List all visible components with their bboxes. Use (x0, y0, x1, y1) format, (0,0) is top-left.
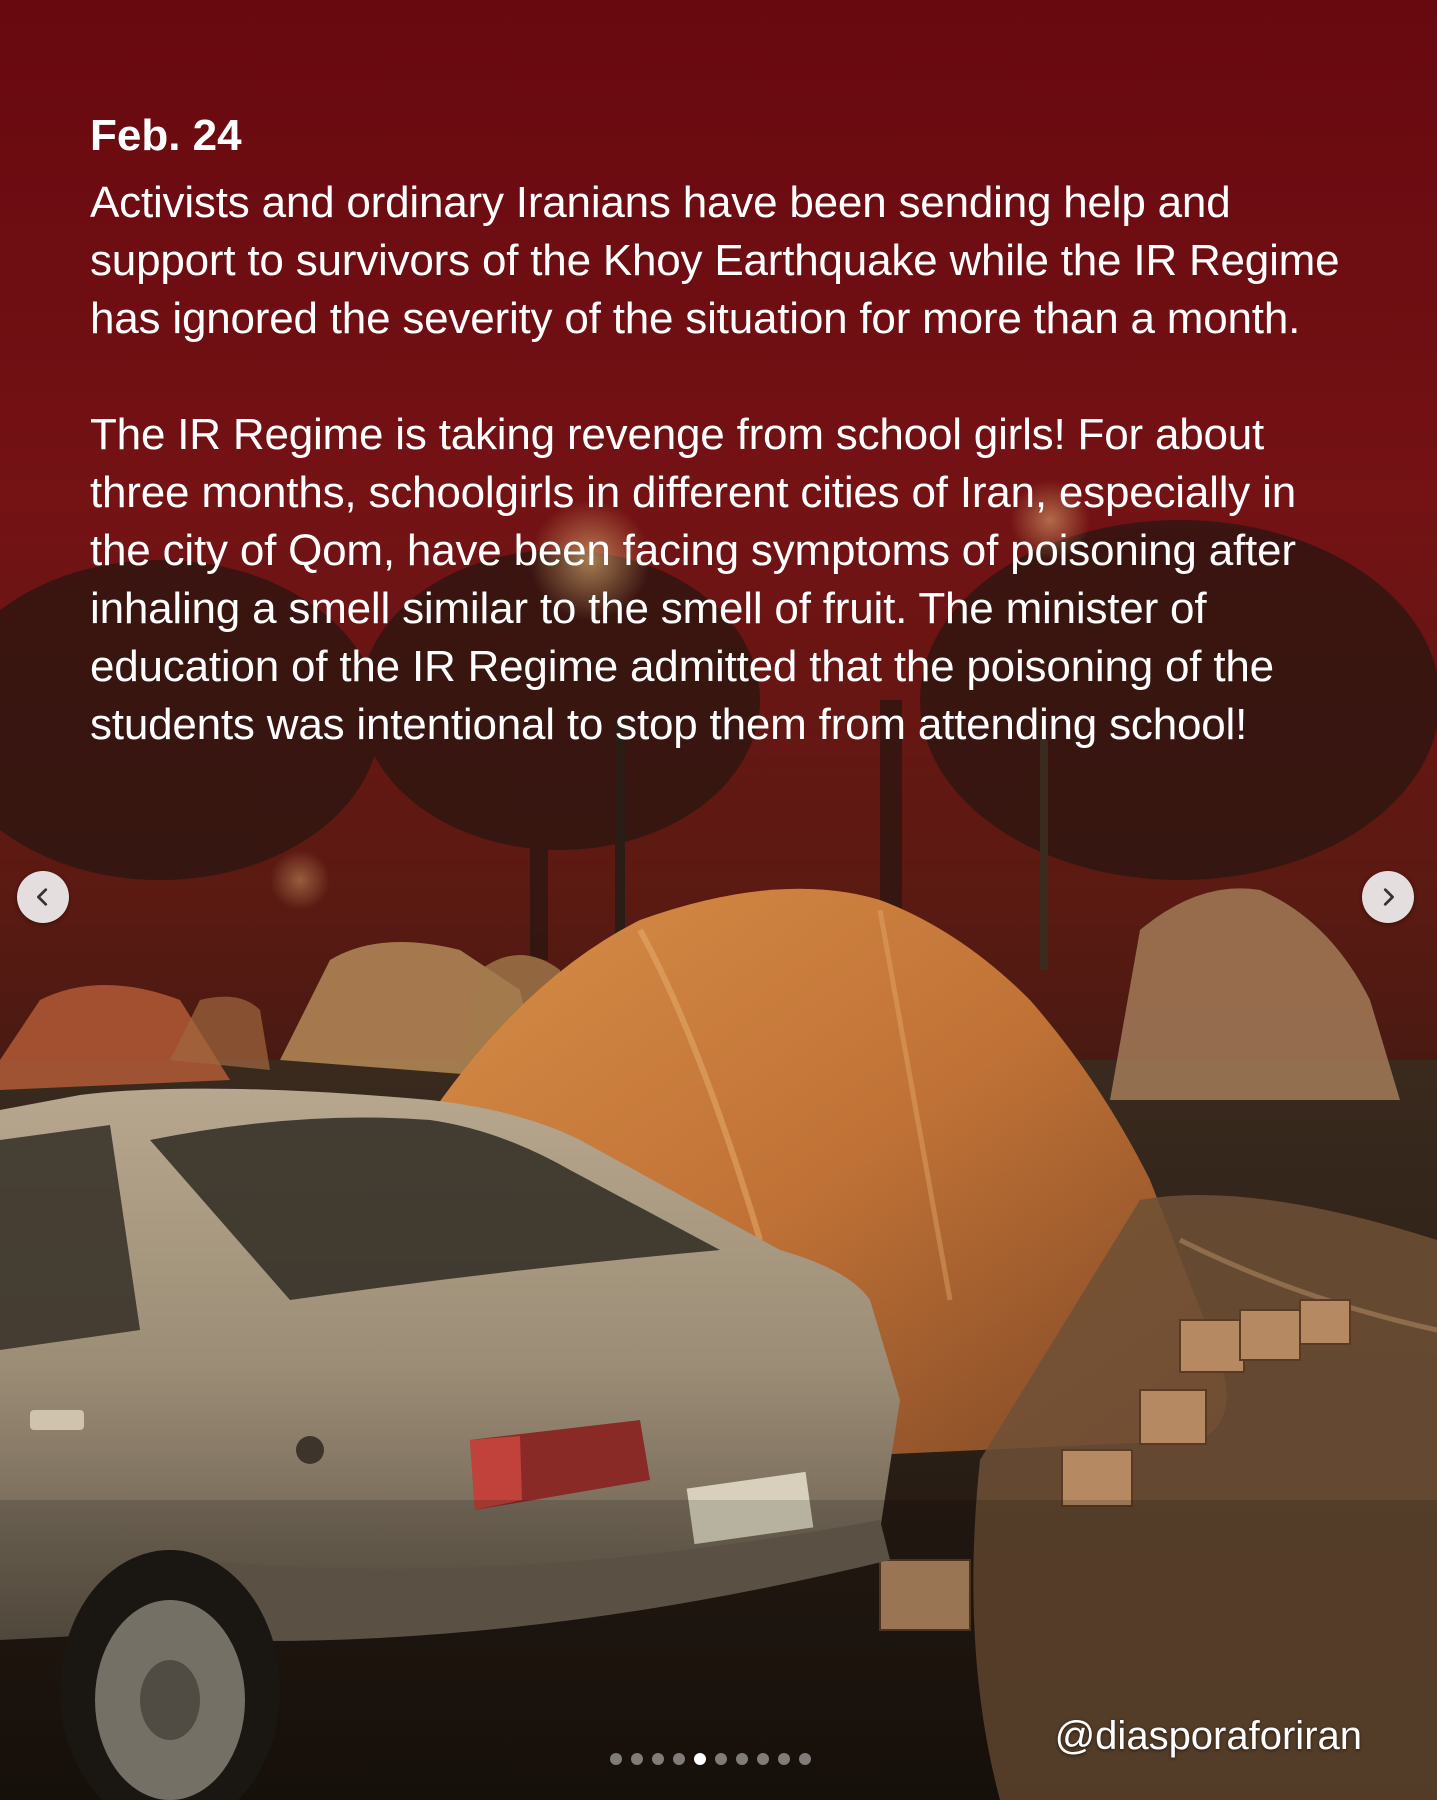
chevron-left-icon (32, 886, 54, 908)
pagination-dot (610, 1753, 622, 1765)
carousel-next-button[interactable] (1362, 871, 1414, 923)
pagination-dot (715, 1753, 727, 1765)
pagination-dot (652, 1753, 664, 1765)
pagination-dot (631, 1753, 643, 1765)
caption-paragraph-earthquake: Activists and ordinary Iranians have been sending help and support to survivors of the Khoy Earthquake while the IR Regime has ignored the severity of the situation for more than a month. (90, 178, 1340, 343)
pagination-dot (736, 1753, 748, 1765)
chevron-right-icon (1377, 886, 1399, 908)
pagination-dot (673, 1753, 685, 1765)
pagination-dot-active (694, 1753, 706, 1765)
account-handle: @diasporaforiran (1054, 1714, 1362, 1758)
post-date: Feb. 24 (90, 111, 242, 160)
caption-paragraph-poisoning: The IR Regime is taking revenge from school girls! For about three months, schoolgirls in different cities of Iran, especially in the city of Qom, have been facing symptoms of poisoning after inhaling a smell similar to the smell of fruit. The minister of education of the IR Regime admitted that the poisoning of the students was intentional to stop them from attending school! (90, 410, 1296, 749)
carousel-prev-button[interactable] (17, 871, 69, 923)
carousel-pagination-dots (610, 1753, 811, 1765)
pagination-dot (757, 1753, 769, 1765)
pagination-dot (799, 1753, 811, 1765)
pagination-dot (778, 1753, 790, 1765)
post-caption-overlay (90, 108, 1350, 754)
